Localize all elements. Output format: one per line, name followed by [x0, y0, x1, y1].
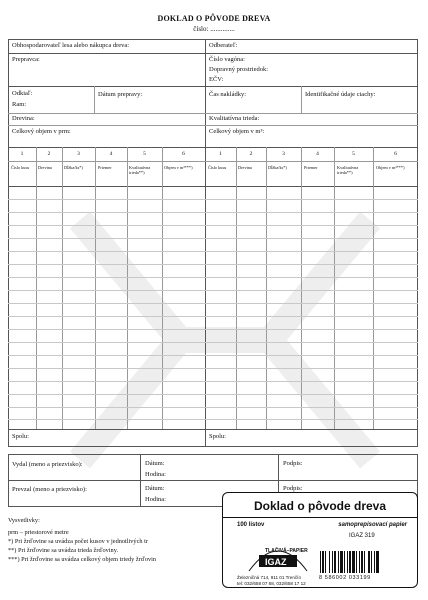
logo-arc-text: TLAČIVÁ–PAPIER	[265, 548, 308, 554]
notes-line: **) Pri žrďovine sa uvádza trieda žrďoviny.	[8, 547, 119, 554]
issued-signature-label: Podpis:	[283, 460, 303, 467]
col-header: Kvalitatívna trieda**)	[337, 165, 359, 176]
stamp-title: Doklad o pôvode dreva	[253, 499, 387, 513]
col-number: 6	[182, 151, 185, 157]
stamp-count: 100 listov	[237, 522, 265, 528]
col-header: Číslo kusu	[11, 165, 30, 170]
col-number: 4	[109, 151, 113, 157]
received-hour-label: Hodina:	[145, 496, 166, 503]
barcode-icon	[319, 551, 413, 573]
col-number: 5	[352, 151, 355, 157]
total-volume-prm-label: Celkový objem v prm:	[12, 128, 71, 135]
ecv-label: EČV:	[209, 76, 224, 83]
notes-line: *) Pri žrďovine sa uvádza počet kusov v jednotlivých tr	[8, 538, 148, 545]
notes-title: Vysvetlivky:	[8, 517, 40, 524]
issued-hour-label: Hodina:	[145, 471, 166, 478]
logo-brand-text: IGAZ	[265, 557, 287, 567]
col-number: 1	[219, 151, 222, 157]
issued-date-label: Dátum:	[145, 460, 165, 467]
buyer-label: Odberateľ:	[209, 42, 238, 49]
col-number: 2	[249, 151, 253, 157]
sum-label-right: Spolu:	[209, 433, 226, 440]
col-header: Dĺžka/ks*)	[64, 165, 83, 170]
quality-class-label: Kvalitatívna trieda:	[209, 115, 260, 122]
col-header: Priemer	[98, 165, 112, 170]
load-time-label: Čas nakládky:	[209, 91, 247, 98]
received-signature-label: Podpis:	[283, 485, 303, 492]
col-header: Priemer	[304, 165, 318, 170]
barcode-number: 8 586002 033199	[319, 575, 371, 581]
stamp-phone: tel: 032/658 07 68, 032/658 17 12	[237, 581, 306, 586]
stamp-code: IGAZ 319	[349, 533, 375, 539]
col-header: Drevina	[38, 165, 52, 170]
igaz-logo-icon	[243, 537, 313, 573]
publisher-stamp	[222, 492, 418, 588]
vehicle-label: Dopravný prostriedok:	[209, 66, 269, 73]
owner-label: Obhospodarovateľ lesa alebo nákupca dreva:	[12, 42, 130, 49]
page-title: DOKLAD O PÔVODE DREVA	[157, 14, 271, 23]
col-header: Dĺžka/ks*)	[268, 165, 287, 170]
id-marks-label: Identifikačné údaje ciachy:	[305, 91, 376, 98]
stamp-address: Železničná 714, 911 01 Trenčín	[237, 575, 302, 580]
col-number: 5	[143, 151, 146, 157]
notes-line: prm – priestorové metre	[8, 529, 69, 536]
center-divider	[205, 39, 206, 447]
col-header: Objem v m³***)	[164, 165, 193, 170]
col-number: 1	[20, 151, 24, 157]
received-by-label: Prevzal (meno a priezvisko):	[12, 486, 87, 493]
col-header: Drevina	[238, 165, 252, 170]
col-header: Číslo kusu	[208, 165, 227, 170]
col-number: 2	[47, 151, 51, 157]
wood-label: Drevina:	[12, 115, 35, 122]
notes-line: ***) Pri žrďovine sa uvádza celkový objem triedy žrďovin	[8, 556, 157, 563]
transport-date-label: Dátum prepravy:	[98, 91, 143, 98]
wagon-label: Číslo vagóna:	[209, 56, 245, 63]
origin-label: Odkiaľ:	[12, 90, 33, 97]
col-number: 3	[77, 151, 80, 157]
sum-label-left: Spolu:	[12, 433, 29, 440]
issued-by-label: Vydal (meno a priezvisko):	[12, 461, 83, 468]
document-number: číslo: ..............	[193, 25, 235, 33]
col-number: 6	[394, 151, 397, 157]
ram-label: Ram:	[12, 101, 27, 108]
main-form-frame	[8, 39, 418, 447]
received-date-label: Dátum:	[145, 485, 165, 492]
carrier-label: Prepravca:	[12, 56, 40, 63]
stamp-paper: samoprepisovací papier	[338, 522, 407, 528]
col-number: 3	[282, 151, 285, 157]
col-header: Objem v m³***)	[376, 165, 405, 170]
col-number: 4	[316, 151, 319, 157]
total-volume-m3-label: Celkový objem v m³:	[209, 128, 265, 135]
col-header: Kvalitatívna trieda**)	[129, 165, 151, 176]
